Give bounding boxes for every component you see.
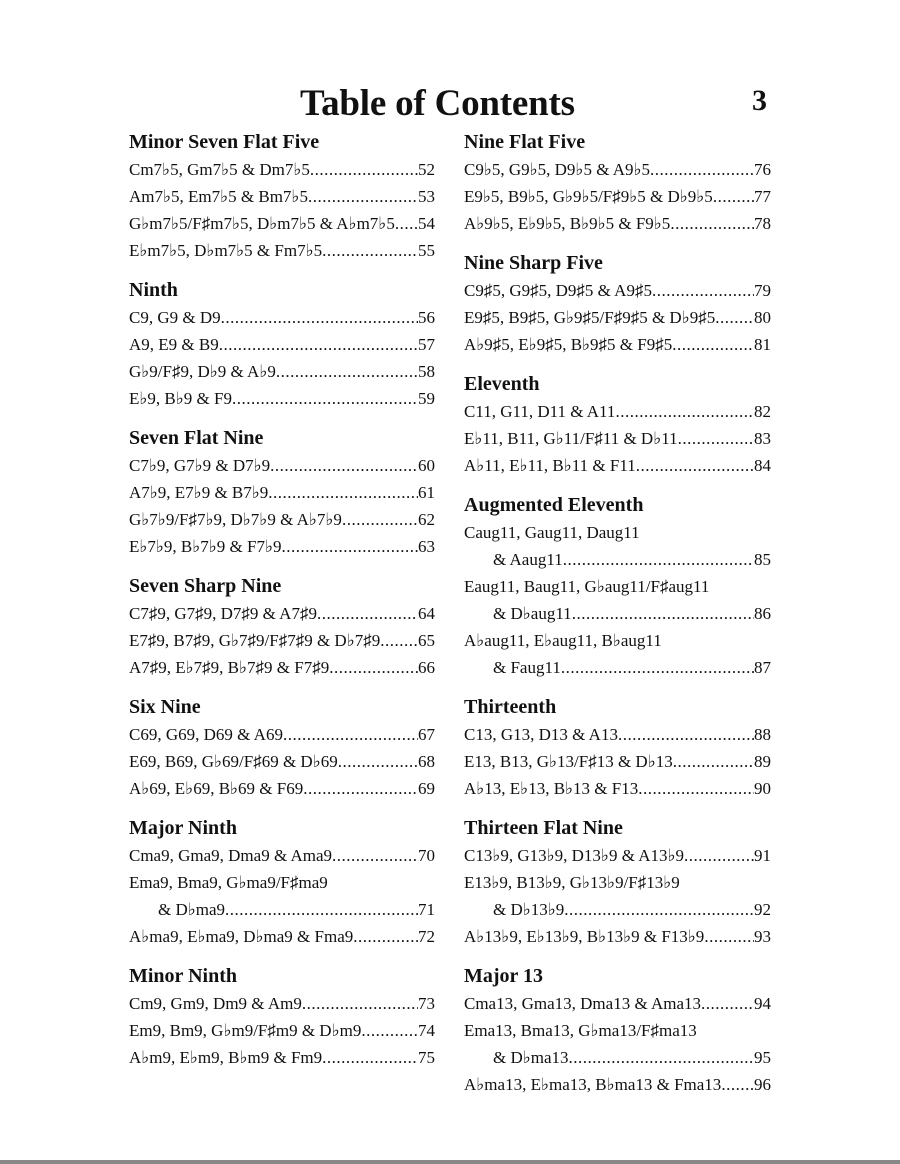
toc-entry [129,1017,435,1044]
toc-entry [129,896,435,923]
section-title: Minor Ninth [129,965,237,987]
dot-leader [270,452,418,479]
section-title: Ninth [129,279,178,301]
dot-leader [232,385,418,412]
toc-entry [129,210,435,237]
toc-entry-page: 62 [418,510,435,529]
dot-leader [618,721,754,748]
dot-leader [322,237,418,264]
toc-entry-page: 94 [754,994,771,1013]
toc-section [129,572,435,681]
page-number: 3 [752,84,767,117]
toc-entry [129,654,435,681]
toc-entry-page: 57 [418,335,435,354]
dot-leader [310,156,418,183]
dot-leader [572,600,754,627]
toc-entry [464,277,771,304]
toc-right-column [464,128,771,1110]
toc-entry-text: Ema9, Bma9, G♭ma9/F♯ma9 [129,873,328,892]
toc-entry-label: C13, G13, D13 & A13 [464,725,618,744]
dot-leader [276,358,418,385]
toc-entry [129,156,435,183]
toc-entry-page: 87 [754,658,771,677]
toc-entry [129,506,435,533]
toc-entry-page: 74 [418,1021,435,1040]
dot-leader [638,775,754,802]
page-bottom-edge [0,1160,900,1164]
toc-entry [464,452,771,479]
toc-section [129,276,435,412]
dot-leader [329,654,418,681]
toc-entry-page: 82 [754,402,771,421]
toc-entry-label: Cma13, Gma13, Dma13 & Ama13 [464,994,702,1013]
toc-entry-page: 64 [418,604,435,623]
section-title: Nine Flat Five [464,131,586,153]
toc-entry [464,210,771,237]
toc-entry [464,546,771,573]
toc-entry-label: E13, B13, G♭13/F♯13 & D♭13 [464,752,673,771]
dot-leader [563,546,754,573]
section-title: Major 13 [464,965,544,987]
toc-entry-label: C9♯5, G9♯5, D9♯5 & A9♯5 [464,281,652,300]
toc-entry-page: 71 [418,900,435,919]
dot-leader [303,775,418,802]
toc-entry-page: 66 [418,658,435,677]
dot-leader [322,1044,418,1071]
toc-left-column [129,128,435,1083]
toc-entry-label: E♭m7♭5, D♭m7♭5 & Fm7♭5 [129,241,323,260]
dot-leader [338,748,418,775]
toc-entry-label: E7♯9, B7♯9, G♭7♯9/F♯7♯9 & D♭7♯9 [129,631,381,650]
section-title: Eleventh [464,373,540,395]
dot-leader [564,896,754,923]
toc-entry [464,654,771,681]
toc-entry [129,775,435,802]
toc-entry-label: C11, G11, D11 & A11 [464,402,616,421]
toc-entry-page: 78 [754,214,771,233]
toc-entry-label: A9, E9 & B9 [129,335,219,354]
page-title: Table of Contents [300,83,575,124]
toc-entry-label: & Aaug11 [493,550,563,569]
dot-leader [225,896,418,923]
toc-entry-label: E69, B69, G♭69/F♯69 & D♭69 [129,752,338,771]
toc-entry [464,842,771,869]
toc-entry-page: 96 [754,1075,771,1094]
toc-section [129,693,435,802]
toc-entry-page: 93 [754,927,771,946]
toc-entry [129,304,435,331]
toc-section [129,814,435,950]
toc-entry [129,358,435,385]
toc-entry-label: C69, G69, D69 & A69 [129,725,283,744]
dot-leader [353,923,418,950]
section-title: Six Nine [129,696,201,718]
toc-section [129,962,435,1071]
toc-entry [129,183,435,210]
toc-entry [129,842,435,869]
toc-entry [464,156,771,183]
toc-entry-text: A♭aug11, E♭aug11, B♭aug11 [464,631,662,650]
dot-leader [219,331,418,358]
toc-entry-label: G♭9/F♯9, D♭9 & A♭9 [129,362,276,381]
toc-entry-page: 84 [754,456,771,475]
toc-entry-page: 89 [754,752,771,771]
toc-entry [129,923,435,950]
toc-entry-page: 56 [418,308,435,327]
toc-entry-page: 79 [754,281,771,300]
toc-entry-label: E9♯5, B9♯5, G♭9♯5/F♯9♯5 & D♭9♯5 [464,308,716,327]
toc-entry [129,990,435,1017]
toc-entry-page: 77 [754,187,771,206]
toc-section [464,491,771,681]
dot-leader [268,479,418,506]
toc-entry-page: 88 [754,725,771,744]
dot-leader [721,1071,754,1098]
toc-entry-label: E9♭5, B9♭5, G♭9♭5/F♯9♭5 & D♭9♭5 [464,187,713,206]
toc-entry-page: 91 [754,846,771,865]
toc-entry-label: C7♭9, G7♭9 & D7♭9 [129,456,271,475]
toc-entry-label: E♭9, B♭9 & F9 [129,389,232,408]
dot-leader [715,304,754,331]
toc-entry [464,775,771,802]
toc-section [464,128,771,237]
toc-entry-label: & D♭ma13 [493,1048,569,1067]
toc-entry-label: A7♯9, E♭7♯9, B♭7♯9 & F7♯9 [129,658,330,677]
dot-leader [678,425,754,452]
toc-entry-page: 70 [418,846,435,865]
toc-entry [129,385,435,412]
toc-entry [129,721,435,748]
toc-entry-label: C13♭9, G13♭9, D13♭9 & A13♭9 [464,846,685,865]
toc-section [464,814,771,950]
toc-entry-page: 54 [418,214,435,233]
toc-entry [464,896,771,923]
toc-entry-label: & Faug11 [493,658,561,677]
dot-leader [361,1017,418,1044]
toc-entry-page: 63 [418,537,435,556]
dot-leader [673,748,754,775]
toc-entry-label: E♭7♭9, B♭7♭9 & F7♭9 [129,537,282,556]
dot-leader [569,1044,754,1071]
toc-entry [464,425,771,452]
toc-entry-page: 61 [418,483,435,502]
toc-entry-label: & D♭aug11 [493,604,572,623]
toc-entry-page: 59 [418,389,435,408]
toc-entry-page: 58 [418,362,435,381]
toc-entry-label: Am7♭5, Em7♭5 & Bm7♭5 [129,187,308,206]
toc-entry-label: A♭69, E♭69, B♭69 & F69 [129,779,304,798]
toc-entry-text: Ema13, Bma13, G♭ma13/F♯ma13 [464,1021,697,1040]
dot-leader [342,506,418,533]
toc-entry-page: 72 [418,927,435,946]
toc-section [464,962,771,1098]
toc-entry-label: Cm9, Gm9, Dm9 & Am9 [129,994,302,1013]
dot-leader [308,183,418,210]
toc-entry [464,183,771,210]
toc-entry [464,1071,771,1098]
toc-entry [129,237,435,264]
section-title: Augmented Eleventh [464,494,644,516]
toc-entry-label: G♭m7♭5/F♯m7♭5, D♭m7♭5 & A♭m7♭5 [129,214,395,233]
toc-entry-page: 86 [754,604,771,623]
toc-entry-page: 52 [418,160,435,179]
toc-entry-label: E♭11, B11, G♭11/F♯11 & D♭11 [464,429,678,448]
section-title: Thirteenth [464,696,557,718]
toc-entry-page: 65 [418,631,435,650]
toc-entry [129,1044,435,1071]
dot-leader [283,721,418,748]
toc-entry [464,600,771,627]
toc-section [464,370,771,479]
toc-entry [129,533,435,560]
toc-entry-label: Em9, Bm9, G♭m9/F♯m9 & D♭m9 [129,1021,362,1040]
toc-entry-text: Eaug11, Baug11, G♭aug11/F♯aug11 [464,577,710,596]
dot-leader [221,304,418,331]
dot-leader [317,600,418,627]
toc-entry-label: C9♭5, G9♭5, D9♭5 & A9♭5 [464,160,651,179]
toc-entry-page: 92 [754,900,771,919]
toc-entry-label: A♭9♯5, E♭9♯5, B♭9♯5 & F9♯5 [464,335,673,354]
dot-leader [615,398,754,425]
toc-entry [129,452,435,479]
dot-leader [670,210,754,237]
toc-entry-label: Cm7♭5, Gm7♭5 & Dm7♭5 [129,160,310,179]
toc-entry [129,748,435,775]
dot-leader [561,654,754,681]
toc-entry-page: 60 [418,456,435,475]
section-title: Major Ninth [129,817,237,839]
toc-entry-label: G♭7♭9/F♯7♭9, D♭7♭9 & A♭7♭9 [129,510,342,529]
toc-entry-page: 53 [418,187,435,206]
toc-entry [129,627,435,654]
toc-entry [129,479,435,506]
toc-entry-label: C9, G9 & D9 [129,308,221,327]
dot-leader [684,842,754,869]
toc-entry-page: 81 [754,335,771,354]
toc-entry-label: C7♯9, G7♯9, D7♯9 & A7♯9 [129,604,317,623]
toc-entry [464,398,771,425]
dot-leader [636,452,754,479]
section-title: Nine Sharp Five [464,252,603,274]
dot-leader [650,156,754,183]
toc-entry [129,600,435,627]
toc-section [129,424,435,560]
toc-entry-label: A♭11, E♭11, B♭11 & F11 [464,456,636,475]
section-title: Thirteen Flat Nine [464,817,623,839]
toc-entry-text: Caug11, Gaug11, Daug11 [464,523,640,542]
toc-entry-text: E13♭9, B13♭9, G♭13♭9/F♯13♭9 [464,873,680,892]
toc-entry-label: A♭m9, E♭m9, B♭m9 & Fm9 [129,1048,323,1067]
toc-entry-page: 73 [418,994,435,1013]
toc-entry [464,748,771,775]
dot-leader [332,842,418,869]
toc-entry-label: & D♭13♭9 [493,900,565,919]
toc-section [464,693,771,802]
toc-entry-page: 55 [418,241,435,260]
toc-entry [464,990,771,1017]
toc-entry [464,331,771,358]
toc-entry [464,1044,771,1071]
dot-leader [380,627,418,654]
toc-entry-label: Cma9, Gma9, Dma9 & Ama9 [129,846,333,865]
toc-entry-label: A♭ma13, E♭ma13, B♭ma13 & Fma13 [464,1075,722,1094]
toc-entry [464,721,771,748]
dot-leader [652,277,754,304]
toc-entry-label: & D♭ma9 [158,900,226,919]
dot-leader [672,331,754,358]
section-title: Seven Flat Nine [129,427,264,449]
dot-leader [395,210,418,237]
dot-leader [701,990,754,1017]
toc-entry-page: 83 [754,429,771,448]
toc-entry [464,304,771,331]
toc-entry-label: A♭13, E♭13, B♭13 & F13 [464,779,639,798]
toc-entry-page: 80 [754,308,771,327]
toc-section [129,128,435,264]
toc-section [464,249,771,358]
toc-entry-label: A♭13♭9, E♭13♭9, B♭13♭9 & F13♭9 [464,927,705,946]
dot-leader [302,990,418,1017]
dot-leader [704,923,754,950]
toc-entry-page: 90 [754,779,771,798]
toc-entry-page: 68 [418,752,435,771]
toc-entry-page: 67 [418,725,435,744]
toc-entry-page: 95 [754,1048,771,1067]
toc-entry-label: A♭ma9, E♭ma9, D♭ma9 & Fma9 [129,927,354,946]
dot-leader [282,533,419,560]
toc-entry [129,331,435,358]
toc-entry-label: A♭9♭5, E♭9♭5, B♭9♭5 & F9♭5 [464,214,671,233]
toc-entry-page: 75 [418,1048,435,1067]
toc-entry-label: A7♭9, E7♭9 & B7♭9 [129,483,269,502]
section-title: Seven Sharp Nine [129,575,282,597]
section-title: Minor Seven Flat Five [129,131,320,153]
toc-entry [464,923,771,950]
toc-entry-page: 69 [418,779,435,798]
dot-leader [713,183,754,210]
toc-entry-page: 85 [754,550,771,569]
toc-entry-page: 76 [754,160,771,179]
